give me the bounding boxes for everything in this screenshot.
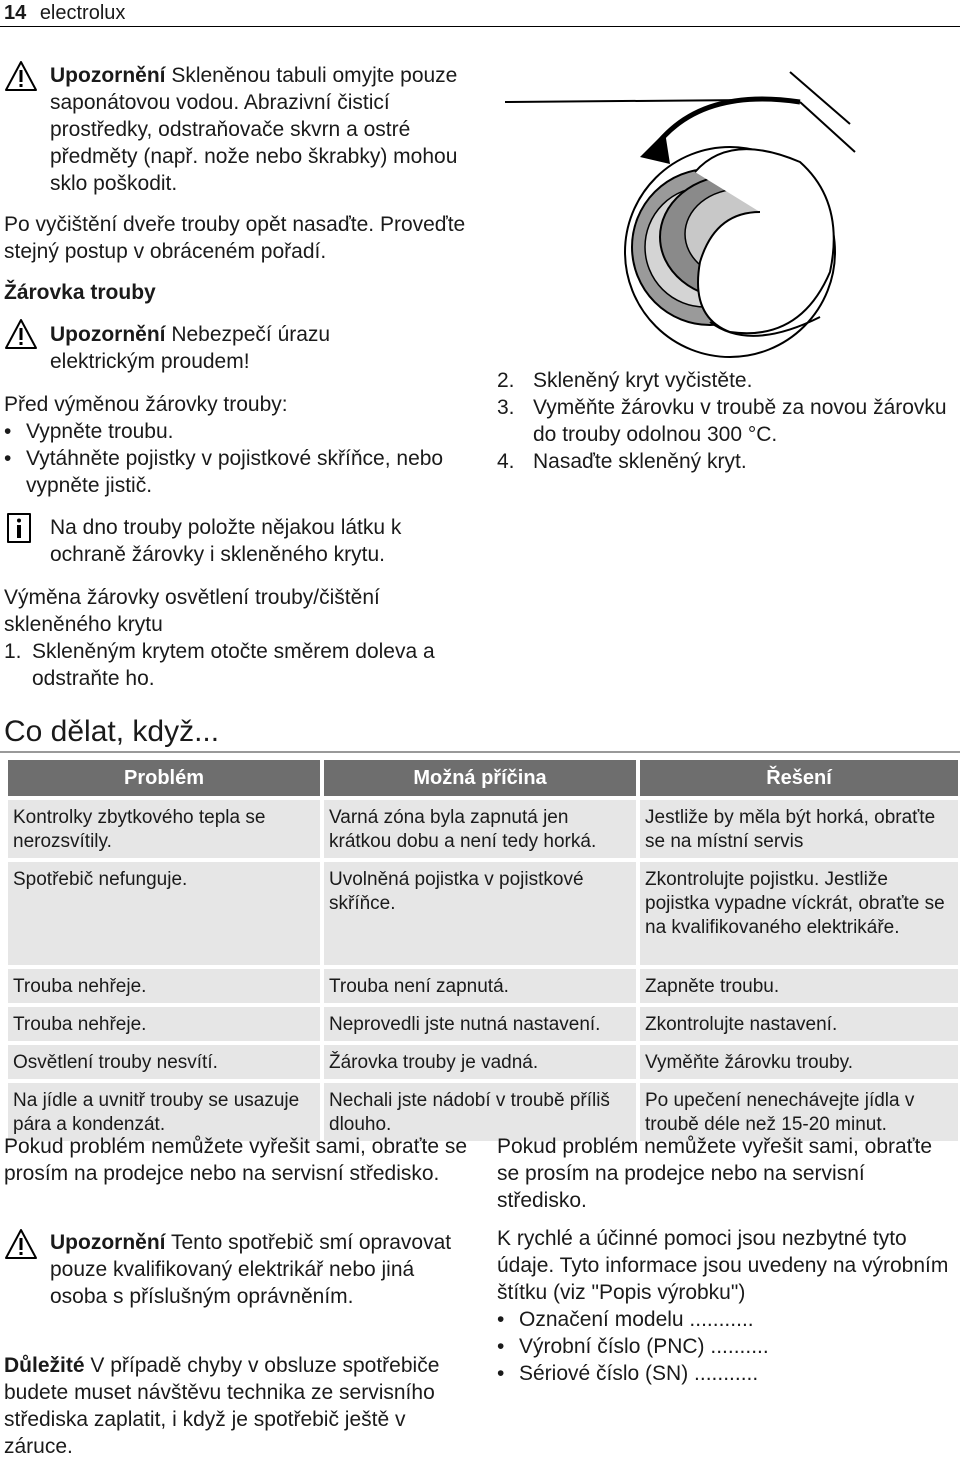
step-list-left <box>4 638 474 692</box>
table-cell: Vyměňte žárovku trouby. <box>640 1045 958 1079</box>
list-item: • Označení modelu ........... <box>497 1306 959 1333</box>
column-header-problem: Problém <box>8 760 320 796</box>
step-list-right <box>497 367 957 475</box>
column-header-cause: Možná příčina <box>324 760 636 796</box>
section-rule <box>0 751 960 753</box>
heading-oven-lamp: Žárovka trouby <box>4 281 156 304</box>
heading-lamp-replacement: Výměna žárovky osvětlení trouby/čištění skleněného krytu <box>4 586 380 636</box>
table-cell: Osvětlení trouby nesvítí. <box>8 1045 320 1079</box>
rating-plate-list <box>497 1306 959 1387</box>
warning-glass-cleaning: Upozornění Skleněnou tabuli omyjte pouze saponátovou vodou. Abrazivní čisticí prostředky, odstraňovače skvrn a ostré předměty (např. nože nebo škrabky) mohou sklo poškodit. <box>50 64 458 195</box>
section-title: Co dělat, když... <box>4 715 220 748</box>
list-item: 2. Skleněný kryt vyčistěte. <box>497 369 753 392</box>
table-cell: Spotřebič nefunguje. <box>8 862 320 965</box>
table-cell: Kontrolky zbytkového tepla se nerozsvítily. <box>8 800 320 858</box>
list-item: 3. Vyměňte žárovku v troubě za novou žárovku do trouby odolnou 300 °C. <box>497 396 947 446</box>
list-item: • Sériové číslo (SN) ........... <box>497 1360 959 1387</box>
table-cell: Zapněte troubu. <box>640 969 958 1003</box>
list-item: • Výrobní číslo (PNC) .......... <box>497 1333 959 1360</box>
important-note: Důležité V případě chyby v obsluze spotřebiče budete muset návštěvu technika ze servisního střediska zaplatit, i když je spotřebič ještě v záruce. <box>4 1354 440 1458</box>
warning-qualified-repair: Upozornění Tento spotřebič smí opravovat pouze kvalifikovaný elektrikář nebo jiná osoba s příslušným oprávněním. <box>50 1231 452 1308</box>
page-number: 14 <box>4 2 27 24</box>
table-cell: Varná zóna byla zapnutá jen krátkou dobu a není tedy horká. <box>324 800 636 858</box>
info-icon <box>4 512 34 544</box>
table-row <box>8 1045 958 1079</box>
table-row <box>8 969 958 1003</box>
table-cell: Trouba není zapnutá. <box>324 969 636 1003</box>
table-cell: Uvolněná pojistka v pojistkové skříňce. <box>324 862 636 965</box>
contact-service-text: Pokud problém nemůžete vyřešit sami, obraťte se prosím na prodejce nebo na servisní středisko. <box>4 1135 468 1185</box>
list-item: • Vypněte troubu. <box>4 418 464 445</box>
table-header-row <box>8 760 958 796</box>
lamp-cover-illustration <box>500 62 860 362</box>
list-item: • Vytáhněte pojistky v pojistkové skříňce, nebo vypněte jistič. <box>4 445 464 499</box>
table-row <box>8 800 958 858</box>
table-cell: Trouba nehřeje. <box>8 969 320 1003</box>
header-rule <box>0 26 960 27</box>
warning-triangle-icon <box>4 318 38 350</box>
page-header <box>4 2 125 24</box>
table-cell: Neprovedli jste nutná nastavení. <box>324 1007 636 1041</box>
door-reassembly-text: Po vyčištění dveře trouby opět nasaďte. Proveďte stejný postup v obráceném pořadí. <box>4 213 466 263</box>
table-cell: Zkontrolujte nastavení. <box>640 1007 958 1041</box>
before-replacement-heading: Před výměnou žárovky trouby: <box>4 393 288 416</box>
troubleshooting-table <box>4 760 960 1141</box>
warning-electric-shock: Upozornění Nebezpečí úrazu elektrickým proudem! <box>50 323 331 373</box>
warning-triangle-icon <box>4 1228 38 1260</box>
list-item: 1. Skleněným krytem otočte směrem doleva a odstraňte ho. <box>4 640 435 690</box>
brand-name: electrolux <box>39 2 126 24</box>
table-row <box>8 862 958 965</box>
table-cell: Zkontrolujte pojistku. Jestliže pojistka vypadne víckrát, obraťte se na kvalifikovaného elektrikáře. <box>640 862 958 965</box>
table-row <box>8 1007 958 1041</box>
column-header-solution: Řešení <box>640 760 958 796</box>
list-item: 4. Nasaďte skleněný kryt. <box>497 450 747 473</box>
table-cell: Žárovka trouby je vadná. <box>324 1045 636 1079</box>
table-cell: Trouba nehřeje. <box>8 1007 320 1041</box>
rating-plate-info: K rychlé a účinné pomoci jsou nezbytné tyto údaje. Tyto informace jsou uvedeny na výrobním štítku (viz "Popis výrobku") <box>497 1227 949 1304</box>
contact-service-text-right: Pokud problém nemůžete vyřešit sami, obraťte se prosím na prodejce nebo na servisní středisko. <box>497 1135 933 1212</box>
table-cell: Jestliže by měla být horká, obraťte se na místní servis <box>640 800 958 858</box>
warning-triangle-icon <box>4 60 38 92</box>
before-replacement-list <box>4 418 464 499</box>
table-cell: Nechali jste nádobí v troubě příliš dlouho. <box>324 1083 636 1141</box>
table-cell: Po upečení nenechávejte jídla v troubě déle než 15-20 minut. <box>640 1083 958 1141</box>
info-cloth-tip: Na dno trouby položte nějakou látku k ochraně žárovky i skleněného krytu. <box>50 516 402 566</box>
table-cell: Na jídle a uvnitř trouby se usazuje pára a kondenzát. <box>8 1083 320 1141</box>
